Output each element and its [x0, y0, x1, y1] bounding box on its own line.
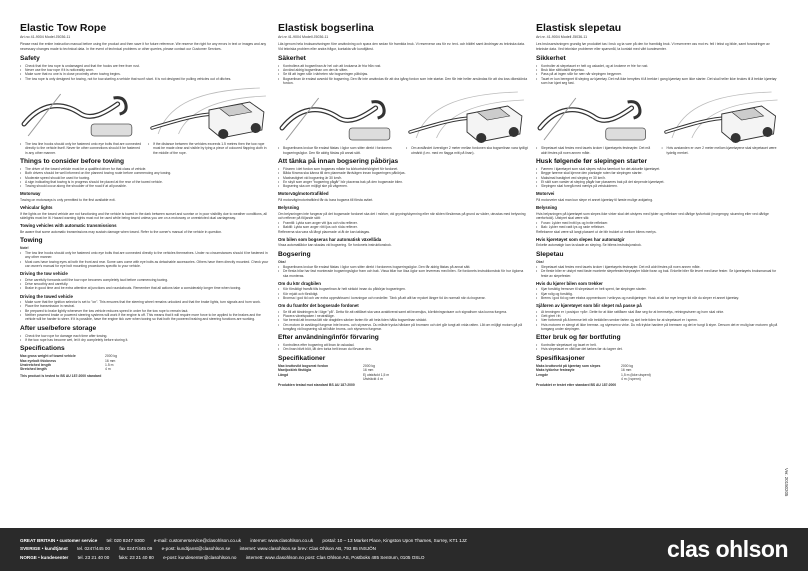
tested-standard: Produktet er testet etter standard BS AU 187:2000	[536, 383, 617, 388]
list-item: • Et skilt som varsler at sleping pågår bør plasseres bak på det slepende kjøretøyet.	[536, 180, 781, 184]
note-label: Obs!	[278, 259, 286, 264]
footer-web[interactable]: internet: www.clasohlson.co.uk	[250, 538, 314, 543]
section-heading-before-towing: Husk følgende før slepingen starter	[536, 157, 648, 165]
subheading-motorway: Motorway	[20, 191, 41, 197]
spec-value: Utsträckt 4 m	[363, 376, 383, 381]
section-heading-safety: Sikkerhet	[536, 54, 566, 62]
section-heading-specifications: Specifikationer	[278, 354, 326, 362]
illustration-captions	[536, 146, 781, 155]
article-number: Art.nr. 41-9004 Modell J5036-11	[536, 35, 588, 39]
safety-list	[20, 64, 270, 81]
towing-list	[278, 265, 528, 278]
footer-line-no	[20, 554, 475, 562]
section-heading-specifications: Specifications	[20, 345, 65, 353]
list-item: • Begge førerne skal kjenne den planlagte ruten før slepingen starter.	[536, 171, 781, 175]
spec-key: Maks bruttovekt på kjøretøy som slepes	[536, 363, 601, 368]
list-item: • Kontrollera att bogserlinan är hel och att krokarna är fria från rost.	[278, 64, 528, 68]
list-item: • Place the transmission in neutral.	[20, 304, 270, 308]
towed-vehicle-list	[20, 300, 270, 321]
automatic-text: Vissa automatlådor kan skadas vid bogsering. Se fordonets instruktionsbok.	[278, 243, 392, 248]
section-heading-safety: Säkerhet	[278, 54, 306, 62]
footer-tel: tel. 23 21 40 00	[77, 554, 110, 560]
list-item: • Hvis slepetauet er vått bør det tørkes før du lagrer det.	[536, 347, 781, 351]
specifications-table	[20, 354, 170, 372]
list-item: • Bromsa i god tid och var extra uppmärksam i korsningar och rondeller. Tänk på att allt tar mycket längre tid än normalt när du bogserar.	[278, 296, 528, 300]
list-item: • Vær forberedt på å bremse lett når trekkbilen senker farten og slet hele tiden for at slepetauet er i spenn.	[536, 318, 781, 322]
footer-country: GREAT BRITAIN • customer service	[20, 538, 98, 543]
after-use-list	[20, 334, 270, 343]
caption-right: • Hvis avstanden er over 2 meter mellom kjøretøyene skal slepetauet være tydelig merket.	[662, 146, 782, 155]
article-number: Art.nr 41-9004 Modell J5036-11	[278, 35, 329, 39]
list-item: • Kjør forsiktig fremover til slepetauet er helt spent, før slepingen starter.	[536, 287, 781, 291]
language-column-3	[536, 22, 781, 388]
spec-row	[536, 377, 686, 381]
footer-email[interactable]: e-mail: customerservice@clasohlson.co.uk	[153, 538, 242, 543]
list-item: • If the tow rope has become wet, let it dry completely before storing it.	[20, 338, 270, 342]
spec-value: 16 mm	[105, 358, 116, 363]
section-heading-after-use: Efter användning/inför förvaring	[278, 334, 379, 342]
list-item: • Var beredd att bromsa lätt när dragbilen sänker farten för att hela tiden hålla bogserlinan sträckt.	[278, 318, 528, 322]
spec-key: Längd	[278, 372, 289, 377]
list-item: • The tow rope is only designed for towing, not for tow-starting a vehicle that won't start. It is not designed for pulling vehicles out of ditches.	[20, 77, 270, 81]
intro-text: Läs igenom hela bruksanvisningen före användning och spara den sedan för framtida bruk. Vi reserverar oss för ev. text- och bildfel samt ändringar av tekniska data. Vid tekniska problem eller andra frågor, kontakta vår kundtjänst.	[278, 42, 525, 51]
illustration-row	[278, 88, 528, 144]
subheading-motorway: Motorvei	[536, 191, 555, 197]
footer-fax: faks: 23 21 40 80	[118, 554, 154, 560]
list-item: • De fleste biler er utstyrt med faste monterte slepefester/slepeøyler både foran og bak. Enkelte biler får levert med løse fester. Se kjøretøyets bruksmanual for feste av slepefester.	[536, 269, 781, 278]
spec-value: 16 mm	[621, 368, 632, 373]
illustration-row	[20, 84, 270, 140]
lights-text: If the lights on the towed vehicle are not functioning and the vehicle is towed in the dark between sunset and sunrise or in poor visibility due to weather conditions, all sidelights must be lit. Hazard warning lights must not be used while being towed unless you are on a motorway or unrestricted dual carriageway.	[20, 211, 267, 220]
intro-text: Les bruksanvisningen grundig før produktet tas i bruk og ta vare på den for framtidig bruk. Vi reserverer oss mot ev. feil i tekst og bilde, samt forandringer av tekniske data. Ved tekniske problemer eller spørsmål, ta kontakt med vårt kundesenter.	[536, 42, 770, 51]
subheading-automatic: Om bilen som bogseras har automatisk växellåda	[278, 237, 382, 243]
list-item: • Om motorn är avstängd fungerar inte broms- och styrservo. Du måste trycka hårdare på bromsen och det går tungt att vrida ratten. Låt om möjligt motorn gå på tomgång vid bogsering så att både broms- och styrservo fungerar.	[278, 323, 528, 332]
caption-left: • Slepetauet skal festes med tauets kroker i kjøretøyets festeøyler. Det må aldri festes på noen annen måte.	[536, 146, 656, 155]
list-item: • Maxhastighet vid bogsering är 30 km/h.	[278, 176, 528, 180]
list-item: • Se till att tändningen är i läge "på". Detta för att rattlåset ska vara avaktiverat samt att bromsljus, körriktningsvisare och signalhorn ska kunna fungera.	[278, 310, 528, 314]
list-item: • Hvis motoren er slengt vil ikke bremse- og styreservo virke. Du må trykke hardere på bremsen og det er tungt å styre. Dersom det er mulig bør motoren gå på tomgang under slepingen.	[536, 323, 781, 332]
list-item: • Bak: Lykter med rødt lys og røde reflekser.	[536, 225, 781, 229]
spec-value: 4 m (i spenn)	[621, 376, 641, 381]
section-heading-safety: Safety	[20, 54, 40, 62]
subheading-automatic: Towing vehicles with automatic transmissions	[20, 223, 117, 229]
spec-key: Unstretched length	[20, 362, 51, 367]
footer-email[interactable]: e-post: kundtjanst@clasohlson.se	[161, 546, 231, 552]
illustration-captions	[20, 142, 270, 155]
spec-row	[20, 367, 170, 371]
spec-key: Lengde	[536, 372, 549, 377]
list-item: • Framtill: Lykta som avger vitt ljus och vita reflexer.	[278, 221, 528, 225]
spec-key: Stretched length	[20, 367, 47, 372]
list-item: • Kjør rolig og forsiktig.	[536, 292, 781, 296]
automatic-text: Be aware that some automatic transmissions may sustain damage when towed. Refer to the owner's manual of the vehicle in question.	[20, 229, 223, 234]
list-item: • At tenningen er i posisjon «på». Dette for at ikke rattlåsen skal låse seg for at bremselys, retningsviseer og horn skal virke.	[536, 310, 781, 314]
list-item: • The driver of the towed vehicle must be a qualified driver for that class of vehicle.	[20, 167, 270, 171]
towed-vehicle-list	[278, 310, 528, 331]
list-item: • Most cars have towing eyes at both the front and rear. Some cars come with eye bolts as detachable accessories. Others have them directly mounted. Check your car owner's manual for eye bolt mounting procedures specific to your vehicle.	[20, 260, 270, 269]
tow-vehicle-list	[20, 278, 270, 291]
intro-text: Please read the entire instruction manual before using the product and then save it for future reference. We reserve the right for any errors in text or images and any necessary changes made to technical data. In the event of technical problems or other queries, please contact our Customer Services.	[20, 42, 267, 51]
list-item: • Placera växelspaken i neutralläge.	[278, 314, 528, 318]
footer-fax: fax 0247/445 09	[119, 546, 153, 552]
list-item: • Check that the tow rope is undamaged and that the hooks are free from rust.	[20, 64, 270, 68]
subheading-lights: Belysning	[278, 205, 299, 211]
list-item: • Slepingen skal foregå med nærlys på veiskulderen.	[536, 184, 781, 188]
version-label: Ver. 20150205	[784, 468, 789, 497]
motorway-text: På motorveier skal man kun slepe et annet kjøretøy til første mulige avkjøring.	[536, 197, 654, 202]
footer-line-uk	[20, 537, 475, 545]
section-heading-specifications: Spesifikasjoner	[536, 354, 585, 362]
section-heading-towing: Towing	[20, 236, 43, 244]
section-heading-after-use: Etter bruk og før bortfuting	[536, 334, 621, 342]
car-tow-illustration	[662, 88, 782, 144]
list-item: • Maksimal hastighet ved sleping er 30 km/h.	[536, 176, 781, 180]
towing-list	[20, 251, 270, 268]
list-item: • Båda förarna ska känna till den planerade färdvägen innan bogseringen påbörjas.	[278, 171, 528, 175]
section-heading-towing: Slepetau	[536, 250, 564, 258]
manual-title: Elastisk bogserlina	[278, 22, 374, 34]
list-item: • Bogsering ska om möjligt ske på vägrenen.	[278, 184, 528, 188]
list-item: • Neither powered brake or powered steering systems will work if the engine is off. This means that it will require more force to be applied to the brakes and the vehicle will be harder to steer. If it is possible, have the engine tick over when towing so that both the powered braking and steering functions are working.	[20, 313, 270, 322]
subheading-lights: Belysning	[536, 205, 557, 211]
list-item: • Drive smoothly and carefully.	[20, 282, 270, 286]
spec-value: 2000 kg	[621, 363, 634, 368]
footer-country: SVERIGE • kundtjänst	[20, 546, 68, 552]
footer-address: internett: www.clasohlson.no post: Clas Ohlson AS, Postboks 485 Sentrum, 0105 OSLO	[245, 554, 425, 560]
list-item: • Both drivers should be well informed on the planned towing route before commencing any towing.	[20, 171, 270, 175]
motorway-text: Towing on motorways is only permitted to the first available exit.	[20, 197, 116, 202]
after-use-list	[536, 343, 781, 352]
lights-extra: Refleksene skal være så langt plassert ut de blir trukket ut mellom bilens merlys.	[536, 229, 657, 234]
list-item: • Kör mjukt och försiktigt.	[278, 292, 528, 296]
list-item: • Bogserlinan är endast avsedd för bogsering. Den får inte användas för att dra igång fordon som inte startar. Den får inte heller användas för att dra loss dikeskörda fordon.	[278, 77, 528, 86]
safety-list	[278, 64, 528, 85]
list-item: • Towing should occur along the shoulder of the road if at all possible.	[20, 184, 270, 188]
list-item: • En skylt som anger "bogsering pågår" bör placeras bak på den bogserade bilen.	[278, 180, 528, 184]
after-use-list	[278, 343, 528, 352]
list-item: • Kontroller at slepetauet er helt og uskadet, og at krokene er frie for rust.	[536, 64, 781, 68]
section-heading-before-towing: Things to consider before towing	[20, 157, 125, 165]
specifications-table	[278, 364, 428, 382]
list-item: • Make sure that no one is in close proximity when towing begins.	[20, 72, 270, 76]
list-item: • Check the tow rope for damage each time after towing.	[20, 334, 270, 338]
spec-value: 1,5 m (ikke utspent)	[621, 372, 651, 377]
spec-key: Max gross weight of towed vehicle	[20, 354, 76, 359]
note-label: Note!	[20, 245, 29, 250]
subheading-towed-vehicle: Sjåføren av kjøretøyet som blir slepet må passe på	[536, 303, 642, 309]
lights-text: Om belysningen inte fungerar på det bogserade fordonet ska det i mörker, vid gryning/skymning eller när sikten försämras på grund av väder, utrustas med belysning och reflexer på följande sätt:	[278, 211, 526, 220]
before-towing-list	[278, 167, 528, 188]
list-item: • Kör försiktigt framåt tills bogserlinan är helt sträckt innan du påbörjar bogseringen.	[278, 287, 528, 291]
list-item: • Använd aldrig bogserlinan om den är sliten.	[278, 68, 528, 72]
automatic-text: Enkelte automatgir kan ta skade av sleping. Se bilens instruksjonsbok.	[536, 243, 642, 248]
spec-key	[536, 377, 621, 381]
car-tow-illustration	[148, 84, 270, 140]
caption-right: • Om avståndet överstiger 2 meter mellan fordonen ska bogserlinan vara tydligt utmärkt (t.ex. med en flagga mitt på linan).	[406, 146, 528, 155]
list-item: • Bogserlinans krokar får endast fästas i öglor som sitter direkt i fordonens bogseringsöglor. Den får aldrig fästas på annat sätt.	[278, 265, 528, 269]
note-label: Obs!	[536, 259, 544, 264]
list-item: • Slepetauet skal festes med tauets kroker i kjøretøyets festeøyler. Det må aldri festes på noen annen måte.	[536, 265, 781, 269]
list-item: • Gett giret i fri.	[536, 314, 781, 318]
list-item: • Bruk ikke slitt/utslitt slepetau.	[536, 68, 781, 72]
spec-value: 2000 kg	[363, 363, 376, 368]
spec-key: Max eyebolt thickness	[20, 358, 56, 363]
list-item: • Kontroller slepetauet og tauet er helt.	[536, 343, 781, 347]
footer-bar	[0, 528, 808, 571]
list-item: • Brake in good time and be extra attentive at junctions and roundabouts. Remember that all actions take a considerably longer time when towing.	[20, 286, 270, 290]
motorway-text: På motorväg/motortrafikled får du bara bogsera till första avfart.	[278, 197, 374, 202]
list-item: • Se till att ingen står i närheten när bogseringen påbörjas.	[278, 72, 528, 76]
towing-hook-illustration	[278, 88, 400, 144]
section-heading-before-towing: Att tänka på innan bogsering påbörjas	[278, 157, 399, 165]
article-number: Art.no 41-9004 Model J5036-11	[20, 35, 71, 39]
tow-vehicle-list	[278, 287, 528, 300]
subheading-towed-vehicle: Driving the towed vehicle	[20, 293, 73, 299]
spec-value: 1.5 m	[105, 362, 114, 367]
illustration-captions	[278, 146, 528, 155]
list-item: • Moderate speed should be used for towing.	[20, 176, 270, 180]
list-item: • De flesta bilar har fast monterade bogseringsöglor fram och bak. Vissa bilar har lösa öglor som levereras med bilen. Se fordonets instruktionsbok för hur öglorna ska monteras.	[278, 269, 528, 278]
caption-right: • If the distance between the vehicles exceeds 1.5 metres then the tow rope must be made clear and visible by tying a piece of coloured flapping cloth in the middle of the rope.	[148, 142, 270, 155]
spec-value: 4 m	[105, 367, 111, 372]
tested-standard: Produkten testad mot standard BS AU 187:2000	[278, 383, 355, 388]
footer-address: internet: www.clasohlson.se brev: Clas Ohlson AB, 793 85 INSJÖN	[239, 546, 376, 552]
spec-value: 2000 kg	[105, 354, 118, 359]
footer-email[interactable]: e-post: kundesenter@clasohlson.no	[163, 554, 237, 560]
before-towing-list	[536, 167, 781, 188]
before-towing-list	[20, 167, 270, 188]
towed-vehicle-list	[536, 310, 781, 331]
list-item: • The tow line hooks should only be fastened onto eye bolts that are connected directly to the vehicles themselves. Under no circumstances should it be fastened in any other manner.	[20, 251, 270, 260]
section-heading-towing: Bogsering	[278, 250, 311, 258]
towing-hook-illustration	[536, 88, 656, 144]
list-item: • Never use the tow rope if it is noticeably worn.	[20, 68, 270, 72]
list-item: • Make sure that the ignition selector is set to "on". This ensures that the steering wheel remains unlocked and that the brake lights, turn signals and horn work.	[20, 300, 270, 304]
manual-title: Elastisk slepetau	[536, 22, 622, 34]
specifications-table	[536, 364, 686, 382]
subheading-automatic: Hvis kjøretøyet som slepes har automatgir	[536, 237, 625, 243]
lights-extra: Reflexerna ska vara så långt placerade ut åt de kan iaktagas.	[278, 229, 370, 234]
illustration-row	[536, 88, 781, 144]
caption-left: • The tow line hooks should only be fastened onto eye bolts that are connected directly to the vehicle itself. Never tie other connections should it be fastened in any other manner.	[20, 142, 142, 155]
list-item: • Kontrollera efter bogsering att linan är oskadad.	[278, 343, 528, 347]
safety-list	[536, 64, 781, 85]
footer-contact-lines	[20, 537, 475, 562]
spec-key: Max bruttovikt bogserat fordon	[278, 363, 329, 368]
footer-line-se	[20, 545, 475, 553]
lights-list	[278, 221, 528, 230]
subheading-tow-vehicle: Hvis du kjører bilen som trekker	[536, 280, 603, 286]
list-item: • Føreren i kjøretøyet som skal slepes må ha førerkort for det aktuelle kjøretøyet.	[536, 167, 781, 171]
list-item: • Brems i god tid og vær ekstra oppmerksom i veikryss og rundkjøringer. Husk at alt tar mye lengre tid når du sleper et annet kjøretøy.	[536, 296, 781, 300]
footer-tel: tel: 020 8247 9300	[106, 538, 145, 543]
spec-key: Maxtjocklek fästögla	[278, 368, 312, 373]
tow-vehicle-list	[536, 287, 781, 300]
list-item: • Föraren i det fordon som bogseras måste ha körkortsbehörighet för fordonet.	[278, 167, 528, 171]
subheading-tow-vehicle: Om du kör dragbilen	[278, 280, 321, 286]
list-item: • Tauet er kun beregnet til sleping av kjøretøy. Det må ikke benyttes til å brekke i gang kjøretøy som ikke starter. Det skal heller ikke brukes til å trekke kjøretøy som har kjørt seg fast.	[536, 77, 781, 86]
list-item: • Drive carefully forwards until the tow rope becomes completely taut before commencing towing.	[20, 278, 270, 282]
subheading-towed-vehicle: Om du framför det bogserade fordonet	[278, 303, 359, 309]
footer-country: NORGE • kundesenter	[20, 554, 69, 560]
footer-address: postal: 10 – 13 Market Place, Kingston Upon Thames, Surrey, KT1 1JZ	[322, 538, 467, 543]
towing-list	[536, 265, 781, 278]
spec-key	[278, 377, 363, 381]
caption-left: • Bogserlinans krokar får endast fästas i öglor som sitter direkt i fordonens bogseringsöglor. Den får aldrig fästas på annat sätt.	[278, 146, 400, 155]
language-column-1	[20, 22, 270, 378]
car-tow-illustration	[406, 88, 528, 144]
section-heading-after-use: After use/before storage	[20, 324, 97, 332]
spec-value: 16 mm	[363, 368, 374, 373]
footer-tel: tel. 0247/445 00	[77, 546, 111, 552]
tested-standard: This product is tested to BS AU 187:2000 standard	[20, 373, 102, 378]
spec-value: Ej utsträckt 1,5 m	[363, 372, 390, 377]
manual-title: Elastic Tow Rope	[20, 22, 107, 34]
language-column-2	[278, 22, 528, 388]
lights-list	[536, 221, 781, 230]
list-item: • Baktill: Lykta som avger rött ljus och röda reflexer.	[278, 225, 528, 229]
subheading-motorway: Motorväg/motortrafikled	[278, 191, 329, 197]
towing-hook-illustration	[20, 84, 142, 140]
subheading-lights: Vehicular lights	[20, 205, 53, 211]
subheading-tow-vehicle: Driving the tow vehicle	[20, 271, 68, 277]
list-item: • Om linan blivit blöt, låt den torka helt innan du förvarar den.	[278, 347, 528, 351]
list-item: • A sign indicating that towing is in progress should be placed at the rear of the towed vehicle.	[20, 180, 270, 184]
list-item: • Foran: Lykter med hvitt lys og hvite reflekser.	[536, 221, 781, 225]
list-item: • Pass på at ingen står for nær når slepingen begynner.	[536, 72, 781, 76]
spec-key: Maks tykkelse festeøyle	[536, 368, 575, 373]
list-item: • Be prepared to brake lightly whenever the tow vehicle reduces speed in order for the tow rope to remain taut.	[20, 309, 270, 313]
brand-logo: clas ohlson	[666, 536, 788, 562]
lights-text: Hvis belysningen på kjøretøyet som slepes ikke virker skal det utstyres med lykter og reflekser ved dårlige lysforhold (morgengry, skumring eller ved dårlige værforhold). Utstyret skal være slik:	[536, 211, 769, 220]
spec-row	[278, 377, 428, 381]
